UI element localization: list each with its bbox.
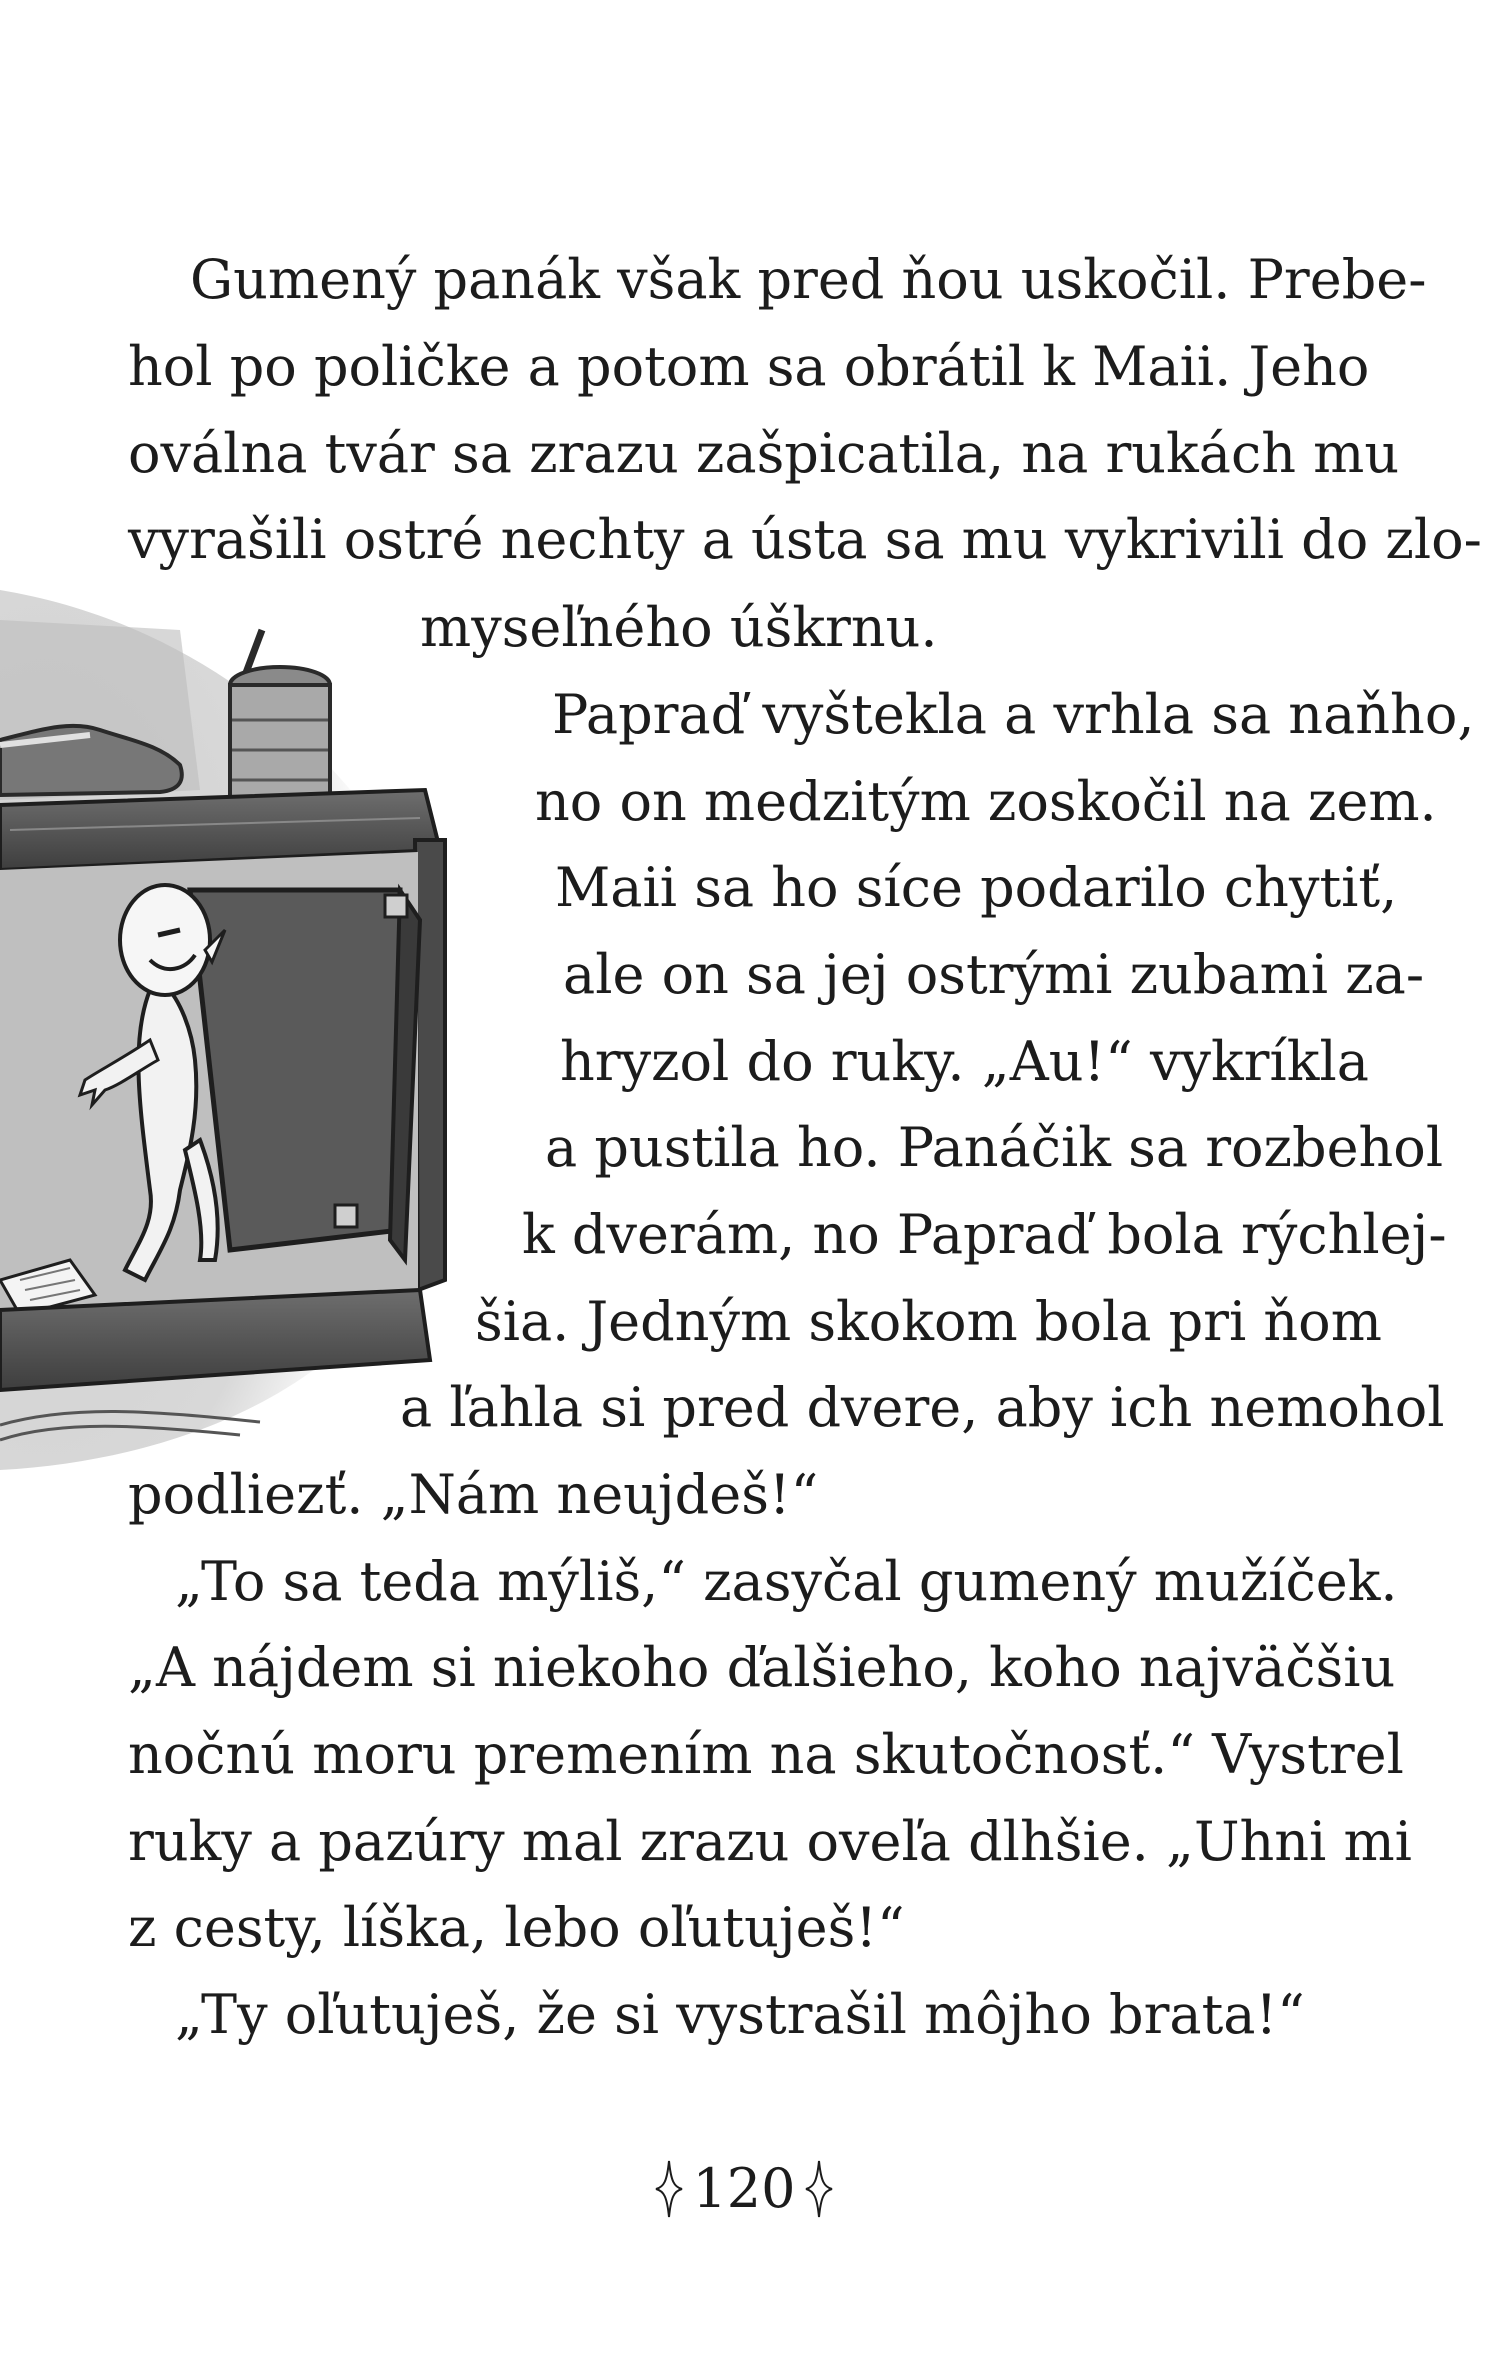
star-ornament-icon	[654, 2159, 684, 2219]
page-number: 120	[692, 2157, 796, 2220]
text-line: „A nájdem si niekoho ďalšieho, koho najväčšiu	[128, 1636, 1396, 1699]
text-line: a pustila ho. Panáčik sa rozbehol	[545, 1116, 1444, 1179]
text-line: a ľahla si pred dvere, aby ich nemohol	[400, 1376, 1445, 1439]
text-line: vyrašili ostré nechty a ústa sa mu vykrivili do zlo-	[128, 508, 1482, 571]
text-line: z cesty, líška, lebo oľutuješ!“	[128, 1896, 905, 1959]
text-line: hryzol do ruky. „Au!“ vykríkla	[560, 1030, 1369, 1093]
star-ornament-icon	[804, 2159, 834, 2219]
text-line: nočnú moru premením na skutočnosť.“ Vystrel	[128, 1723, 1404, 1786]
text-line: Gumený panák však pred ňou uskočil. Prebe-	[190, 248, 1427, 311]
text-line: Papraď vyštekla a vrhla sa naňho,	[552, 683, 1475, 746]
text-line: oválna tvár sa zrazu zašpicatila, na rukách mu	[128, 422, 1400, 485]
text-line: myseľného úškrnu.	[420, 596, 938, 659]
text-line: k dverám, no Papraď bola rýchlej-	[522, 1203, 1447, 1266]
text-line: no on medzitým zoskočil na zem.	[535, 770, 1437, 833]
text-line: „To sa teda mýliš,“ zasyčal gumený mužíček.	[175, 1550, 1398, 1613]
text-line: hol po poličke a potom sa obrátil k Maii. Jeho	[128, 335, 1370, 398]
goblin-shelf-illustration	[0, 590, 480, 1470]
text-line: „Ty oľutuješ, že si vystrašil môjho brata!“	[175, 1983, 1305, 2046]
text-line: ruky a pazúry mal zrazu oveľa dlhšie. „Uhni mi	[128, 1810, 1412, 1873]
text-line: podliezť. „Nám neujdeš!“	[128, 1463, 819, 1526]
text-line: šia. Jedným skokom bola pri ňom	[475, 1290, 1382, 1353]
text-line: Maii sa ho síce podarilo chytiť,	[555, 856, 1398, 919]
text-line: ale on sa jej ostrými zubami za-	[563, 943, 1425, 1006]
page-number-footer	[0, 2145, 1488, 2225]
